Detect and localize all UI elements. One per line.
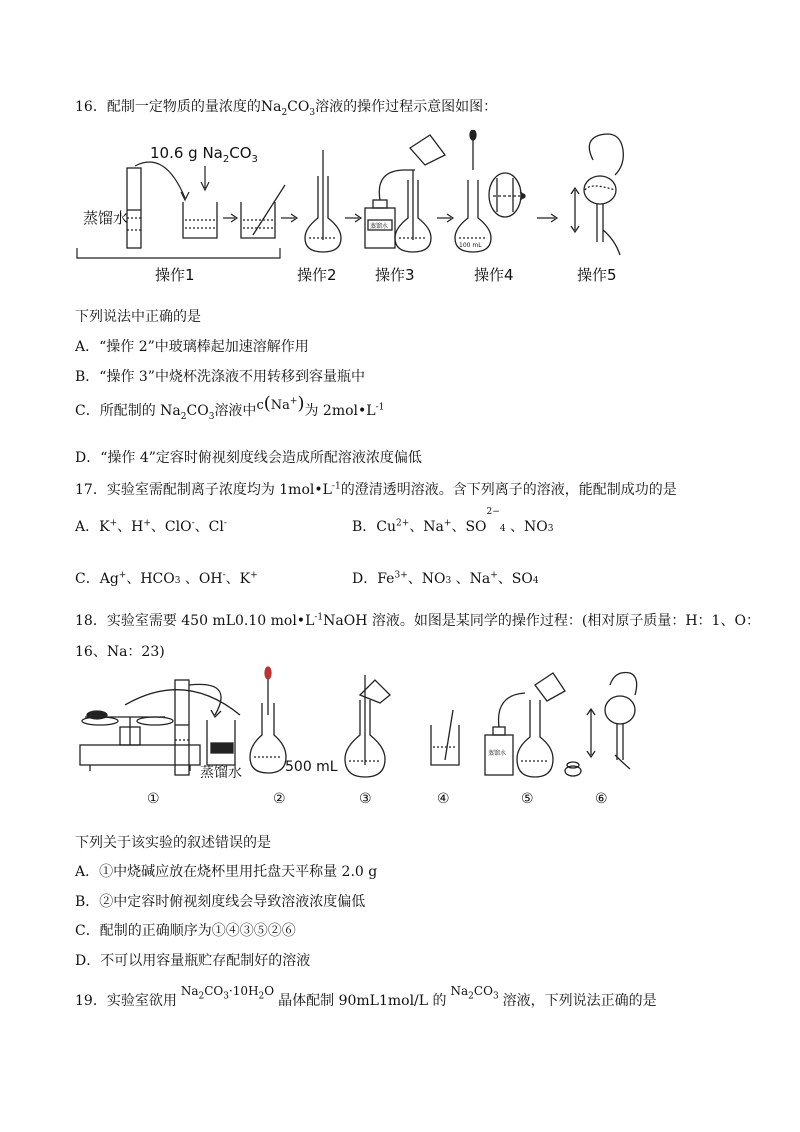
graduated-cylinder-icon [175,680,221,775]
op-label-5: 操作5 [577,266,617,284]
q18-option-c[interactable]: C．配制的正确顺序为①④③⑤②⑥ [75,923,296,939]
step-num-2: ② [273,791,286,807]
q18-option-d[interactable]: D．不可以用容量瓶贮存配制好的溶液 [75,953,311,969]
svg-text:蒸馏水: 蒸馏水 [370,223,389,230]
beaker-stir-icon [431,710,459,765]
volumetric-flask-icon [345,675,390,777]
volumetric-flask-icon [305,150,341,252]
dropper-flask-icon [250,667,286,773]
step-num-1: ① [147,791,160,807]
invert-flask-icon [571,134,623,255]
eye-view-icon [489,173,525,217]
q17-option-d[interactable]: D．$Fe^{3+}$、$NO_3$ 、Na+、$SO_4$ [352,570,539,587]
q17-option-a[interactable]: A．K+、H+、ClO-、Cl- [75,518,227,535]
volume-label: 500 mL [285,759,338,775]
q16-option-c[interactable]: C．所配制的 $Na_2CO_3$溶液中c(Na+)为 $2mol•L^{-1}$ [75,393,385,422]
q16-option-b[interactable]: B．“操作 3”中烧杯洗涤液不用转移到容量瓶中 [75,369,365,385]
q17-stem: 17．实验室需配制离子浓度均为 $1mol•L^{-1}$的澄清透明溶液。含下列离子的溶液，能配制成功的是 [75,481,677,498]
water-label-2: 蒸馏水 [200,765,242,781]
q18-question: 下列关于该实验的叙述错误的是 [75,835,271,851]
q18-figure [75,665,645,815]
op-label-4: 操作4 [474,266,514,284]
beaker-icon [207,720,235,765]
balance-icon [80,690,240,771]
q16-figure [75,130,635,295]
step-num-4: ④ [437,791,450,807]
dropper-flask-icon [455,130,491,252]
q16-option-a[interactable]: A．“操作 2”中玻璃棒起加速溶解作用 [75,339,309,355]
step-num-6: ⑥ [595,791,608,807]
q18-option-a[interactable]: A．①中烧碱应放在烧杯里用托盘天平称量 2.0 g [75,864,378,880]
water-label: 蒸馏水 [83,209,129,227]
step-num-5: ⑤ [521,791,534,807]
svg-text:100 mL: 100 mL [459,242,482,249]
op-label-1: 操作1 [155,266,195,284]
q16-option-d[interactable]: D．“操作 4”定容时俯视刻度线会造成所配溶液浓度偏低 [75,450,422,466]
op-label-2: 操作2 [297,266,337,284]
q16-question: 下列说法中正确的是 [75,309,201,325]
q17-option-b[interactable]: B．$Cu^{2+}$、Na+、$SO^{2-}_4$ 、$NO_3$ [352,507,554,535]
q18-stem-line1: 18．实验室需要 450 mL0.10 $mol•L^{-1}NaOH$ 溶液。如图是某同学的操作过程：(相对原子质量：H：1、O： [75,612,760,629]
op1-bracket [77,248,280,258]
q17-option-c[interactable]: C．Ag+、$HCO_3$ 、OH-、K+ [75,570,258,587]
step-num-3: ③ [359,791,372,807]
svg-text:蒸馏水: 蒸馏水 [488,750,507,757]
graduated-cylinder-icon [127,168,141,248]
q18-stem-line2: 16、Na：23) [75,644,165,660]
q16-stem: 16．配制一定物质的量浓度的$Na_2CO_3$溶液的操作过程示意图如图： [75,99,498,118]
beaker-stir-icon [241,185,285,238]
flask-pour-icon [395,135,445,252]
mass-label: 10.6 g $Na_2CO_3$ [150,144,258,165]
op-label-3: 操作3 [375,266,415,284]
wash-bottle-icon [485,673,581,777]
q18-option-b[interactable]: B．②中定容时俯视刻度线会导致溶液浓度偏低 [75,894,366,910]
invert-flask-icon [587,673,637,770]
beaker-icon [183,202,217,238]
q19-stem: 19．实验室欲用$Na_2CO_3\cdot 10H_2O$晶体配制 90mL1mol/L 的$Na_2CO_3$ 溶液，下列说法正确的是 [75,984,657,1009]
